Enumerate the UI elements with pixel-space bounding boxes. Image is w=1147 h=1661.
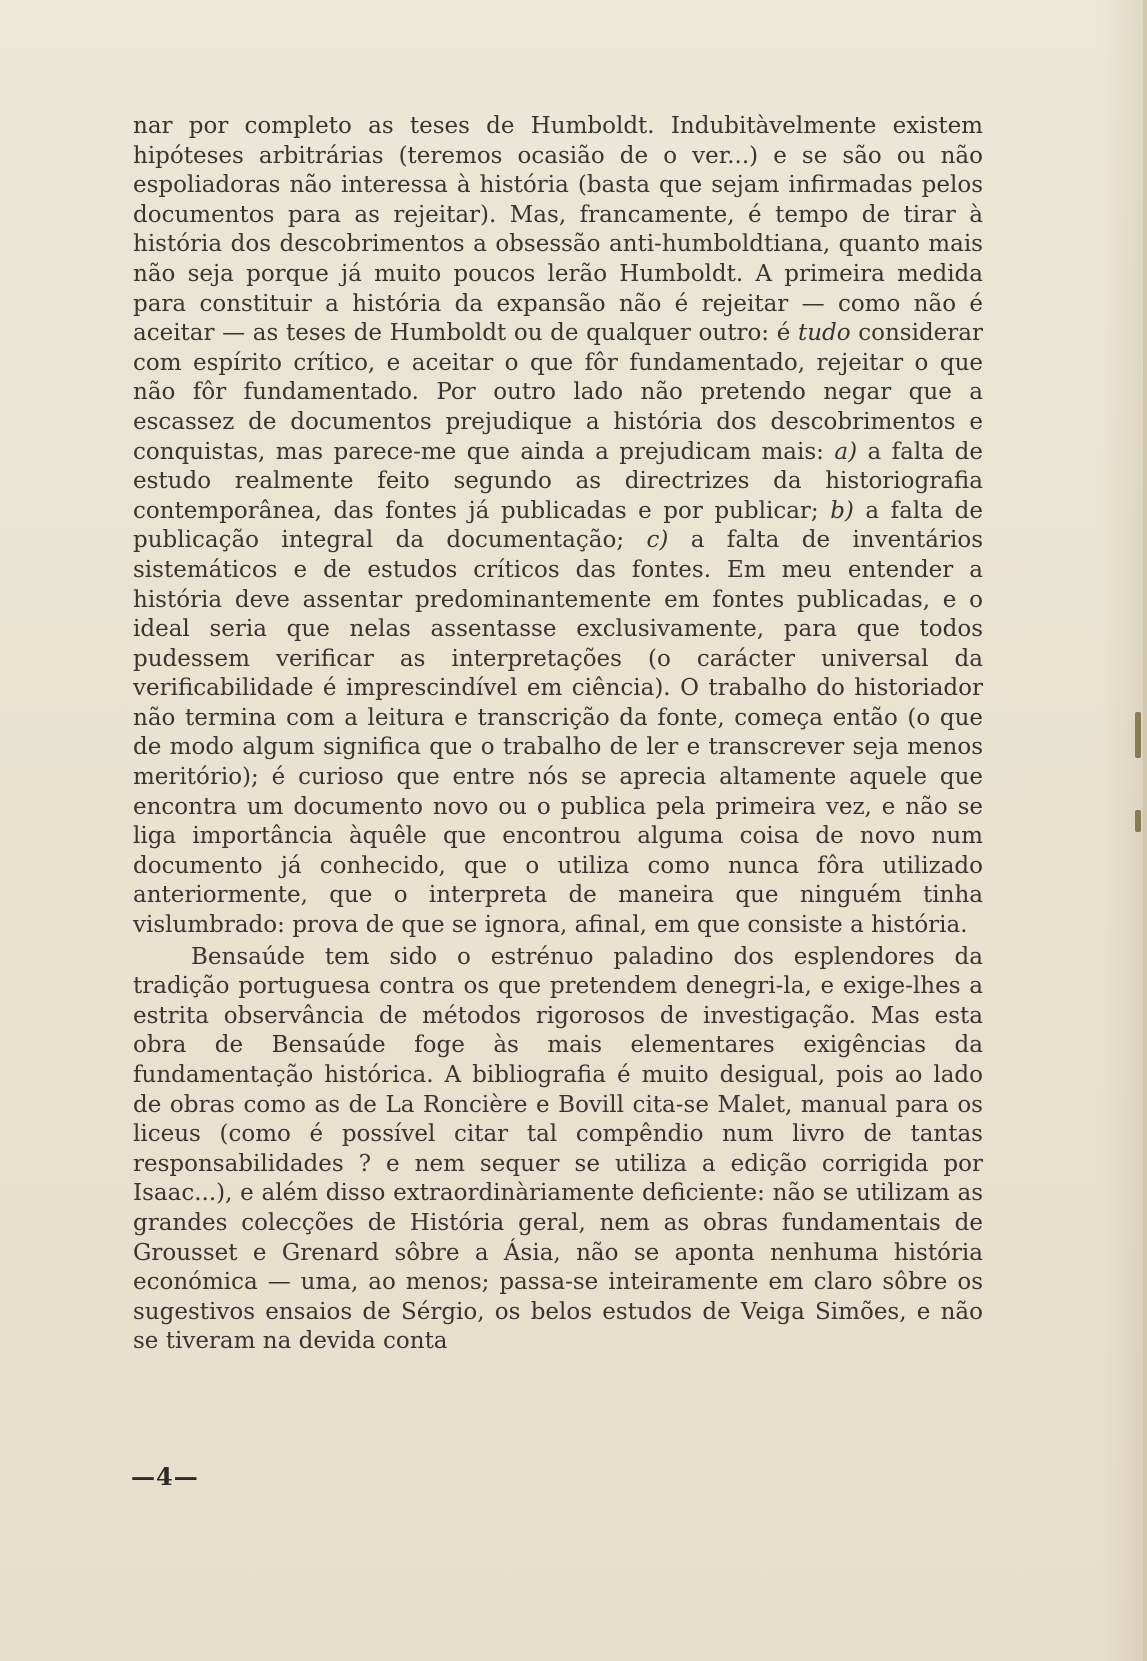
paragraph-1-part-4: a falta de publicação integral da documentação; xyxy=(133,497,983,554)
italic-c: c) xyxy=(646,527,669,554)
paragraph-1-part-2: considerar com espírito crítico, e aceitar o que fôr fundamentado, rejeitar o que não fôr fundamentado. Por outro lado não pretendo negar que a escassez de documentos prejudique a história dos descobrimentos e conquistas, mas parece-me que ainda a prejudicam mais: xyxy=(133,320,983,465)
paragraph-1 xyxy=(133,112,983,941)
body-text xyxy=(133,112,983,1357)
page-edge-mark xyxy=(1135,810,1141,832)
italic-b: b) xyxy=(830,497,854,524)
italic-tudo: tudo xyxy=(797,320,851,347)
paragraph-1-part-1: nar por completo as teses de Humboldt. Indubitàvelmente existem hipóteses arbitrárias (teremos ocasião de o ver...) e se são ou não espoliadoras não interessa à história (basta que sejam infirmadas pelos documentos para as rejeitar). Mas, francamente, é tempo de tirar à história dos descobrimentos a obsessão anti-humboldtiana, quanto mais não seja porque já muito poucos lerão Humboldt. A primeira medida para constituir a história da expansão não é rejeitar — como não é aceitar — as teses de Humboldt ou de qualquer outro: é xyxy=(133,113,983,347)
italic-a: a) xyxy=(834,438,858,465)
paragraph-2: Bensaúde tem sido o estrénuo paladino dos esplendores da tradição portuguesa contra os que pretendem denegri-la, e exige-lhes a estrita observância de métodos rigorosos de investigação. Mas esta obra de Bensaúde foge às mais elementares exigências da fundamentação histórica. A bibliografia é muito desigual, pois ao lado de obras como as de La Roncière e Bovill cita-se Malet, manual para os liceus (como é possível citar tal compêndio num livro de tantas responsabilidades ? e nem sequer se utiliza a edição corrigida por Isaac...), e além disso extraordinàriamente deficiente: não se utilizam as grandes colecções de História geral, nem as obras fundamentais de Grousset e Grenard sôbre a Ásia, não se aponta nenhuma história económica — uma, ao menos; passa-se inteiramente em claro sôbre os sugestivos ensaios de Sérgio, os belos estudos de Veiga Simões, e não se tiveram na devida conta xyxy=(133,943,983,1355)
page-edge-mark xyxy=(1135,712,1141,758)
paragraph-1-part-5: a falta de inventários sistemáticos e de estudos críticos das fontes. Em meu entender a história deve assentar predominantemente em fontes publicadas, e o ideal seria que nelas assentasse exclusivamente, para que todos pudessem verificar as interpretações (o carácter universal da verificabilidade é imprescindível em ciência). O trabalho do historiador não termina com a leitura e transcrição da fonte, começa então (o que de modo algum significa que o trabalho de ler e transcrever seja menos meritório); é curioso que entre nós se aprecia altamente aquele que encontra um documento novo ou o publica pela primeira vez, e não se liga importância àquêle que encontrou alguma coisa de novo num documento já conhecido, que o utiliza como nunca fôra utilizado anteriormente, que o interpreta de maneira que ninguém tinha vislumbrado: prova de que se ignora, afinal, em que consiste a história. xyxy=(133,527,983,939)
page-number: —4— xyxy=(131,1462,199,1491)
paragraph-1-part-3: a falta de estudo realmente feito segundo as directrizes da historiografia contemporânea, das fontes já publicadas e por publicar; xyxy=(133,438,983,524)
